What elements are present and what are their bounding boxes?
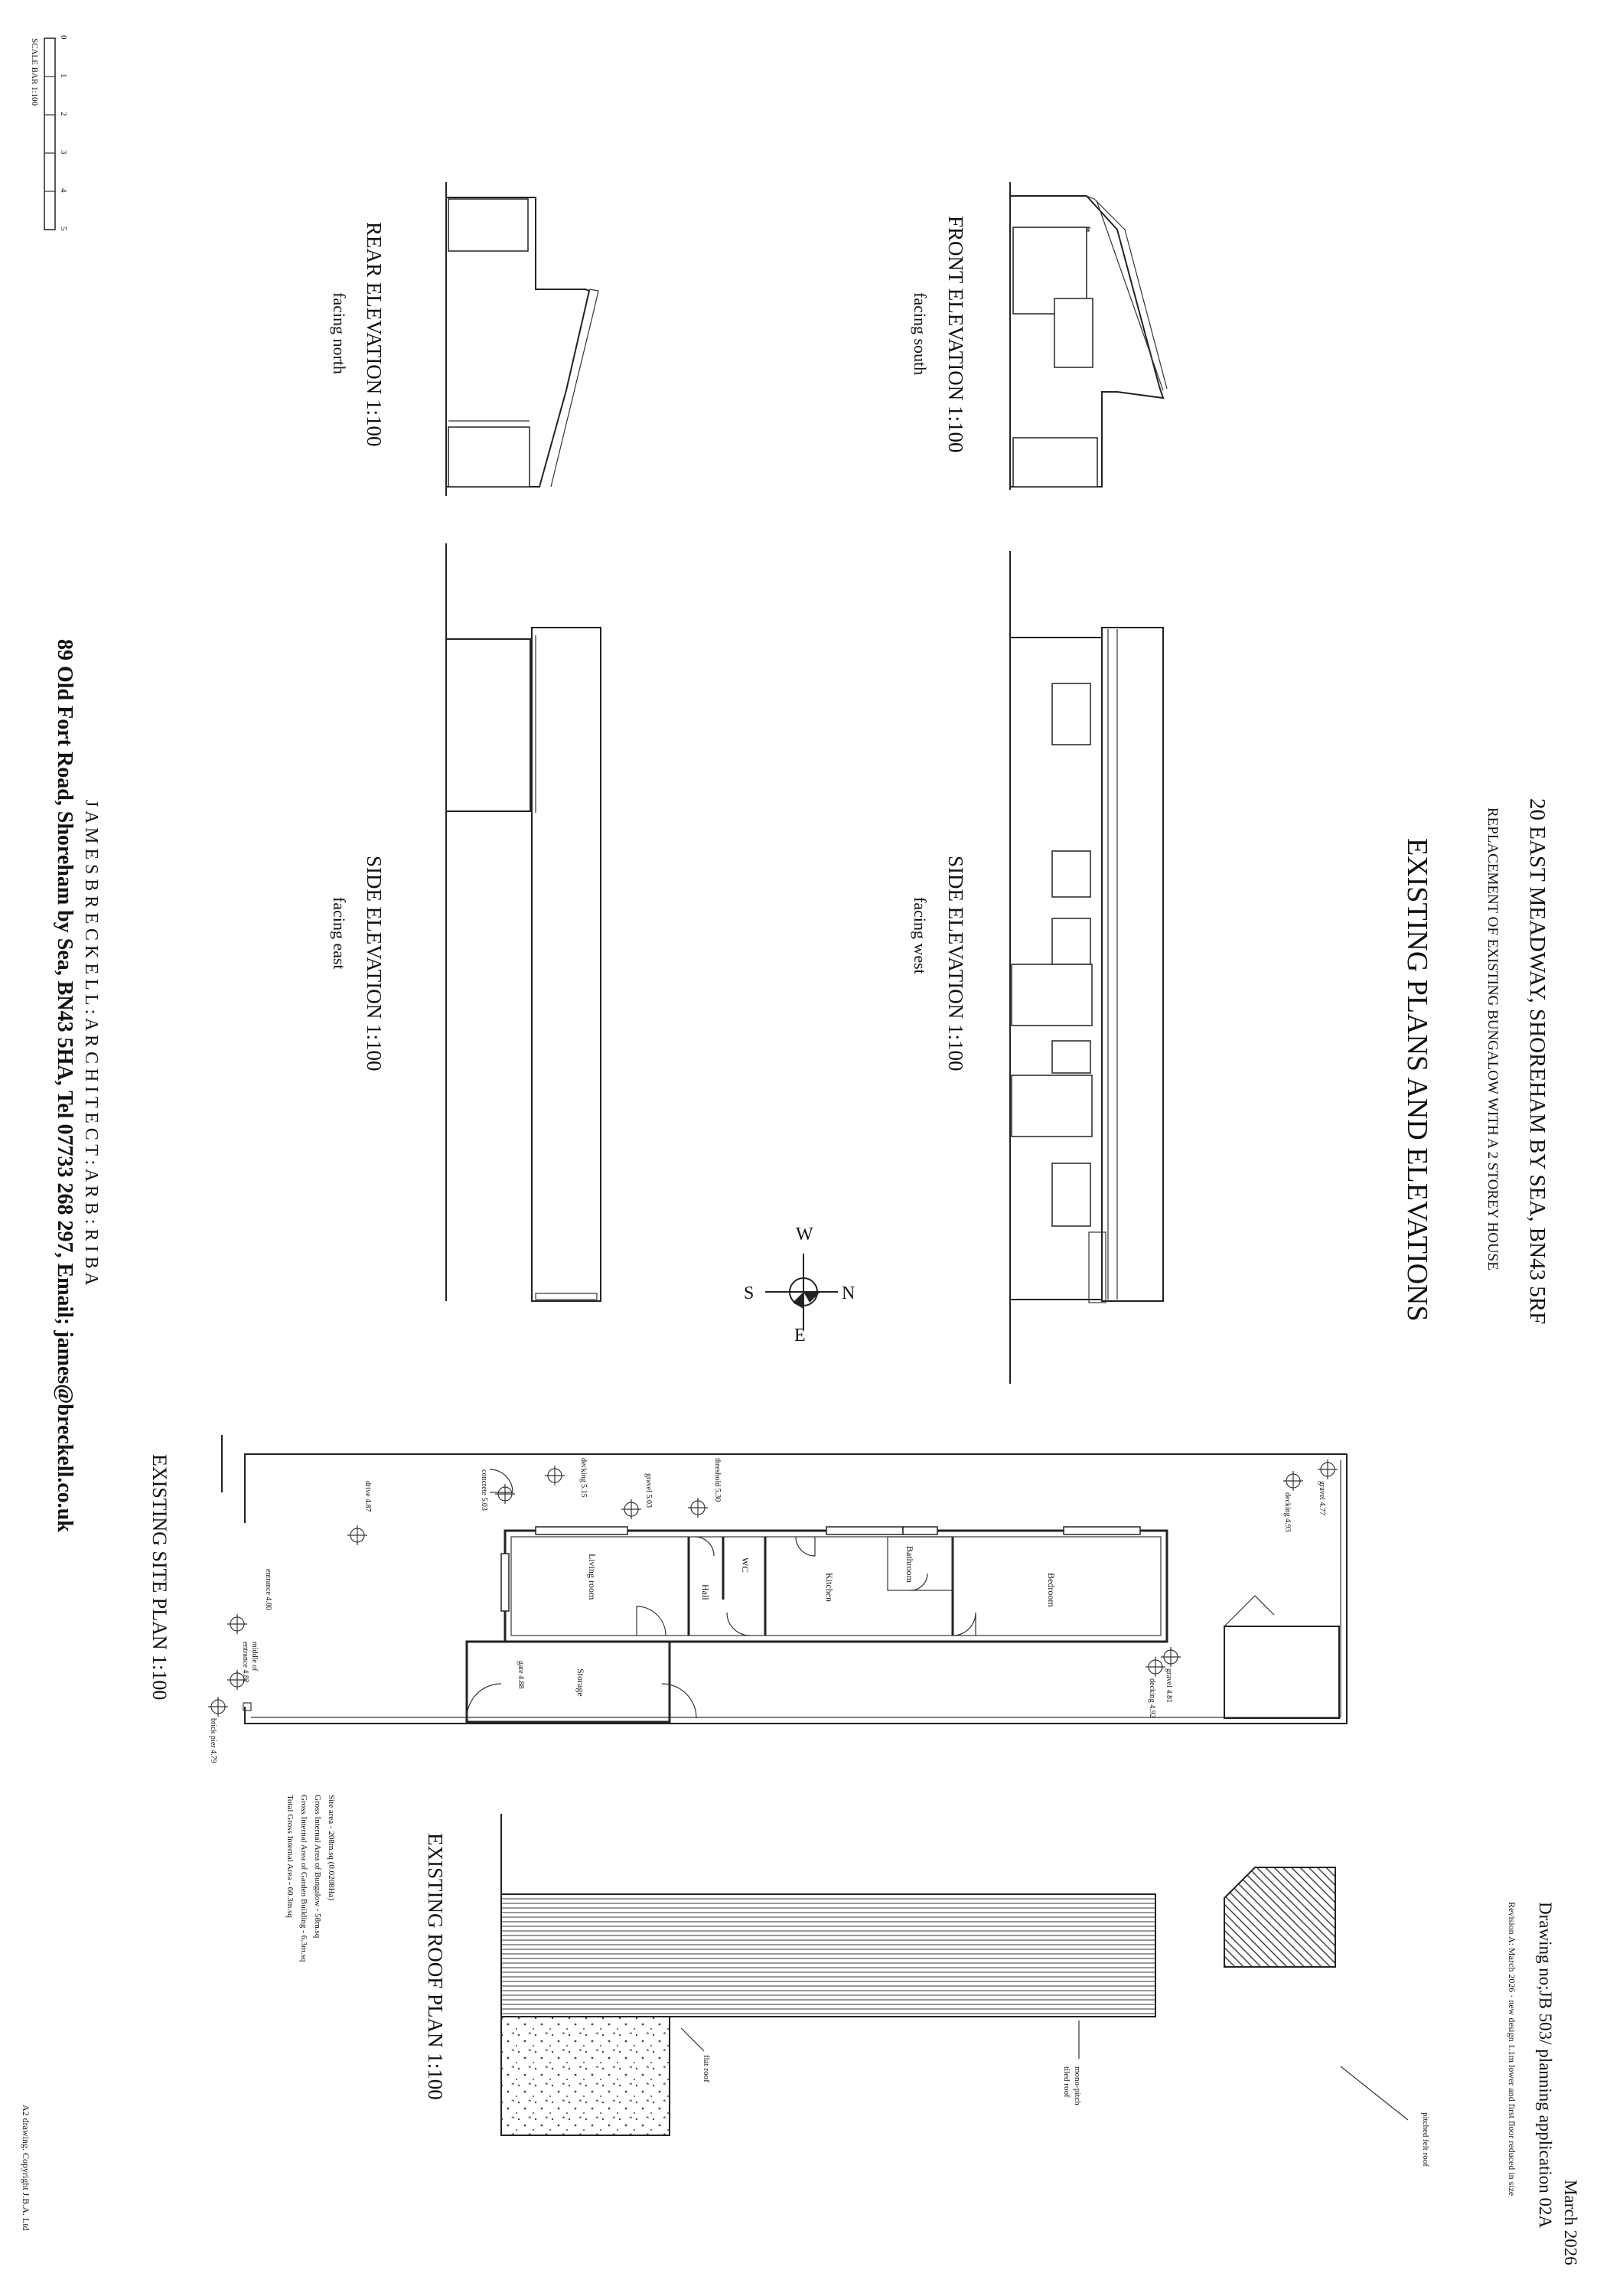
scale-tick-4: 4 <box>59 188 68 193</box>
copyright-note: A2 drawing. Copyright J.B.A. Ltd <box>21 2105 31 2231</box>
rear-elevation-facing: facing north <box>330 292 349 374</box>
level-decking-515: decking 5.15 <box>579 1458 588 1498</box>
revision-note: Revision A: March 2026 · new design 1.1m lower and first floor reduced in size <box>1507 1902 1517 2197</box>
level-gravel-477: gravel 4.77 <box>1318 1481 1326 1515</box>
level-gravel-503: gravel 5.03 <box>644 1473 653 1508</box>
site-plan <box>148 1435 1347 1962</box>
scale-tick-5: 5 <box>59 227 68 231</box>
label-pitched-felt: pitched felt roof <box>1421 2112 1430 2167</box>
scale-tick-1: 1 <box>59 73 68 78</box>
area-total: Total Gross Internal Area - 60.3m.sq <box>285 1795 295 1918</box>
level-threshold: threshold 5.30 <box>713 1458 722 1502</box>
project-address: 20 EAST MEADWAY, SHOREHAM BY SEA, BN43 5RF <box>1525 798 1550 1325</box>
rear-elevation <box>330 182 598 496</box>
drawing-number: Drawing no;JB 503/ planning application 02A <box>1536 1902 1555 2229</box>
architect-name: J A M E S B R E C K E L L : A R C H I T E C T : A R B : R I B A <box>81 800 101 1286</box>
scale-bar <box>30 35 68 231</box>
side-east-elevation-title: SIDE ELEVATION 1:100 <box>363 856 386 1071</box>
header <box>1401 798 1550 1324</box>
level-brick-pier: brick pier 4.79 <box>209 1718 217 1763</box>
compass-e: E <box>794 1326 806 1345</box>
level-middle-entrance-2: entrance 4.82 <box>241 1642 249 1683</box>
front-elevation-facing: facing south <box>911 292 930 376</box>
area-schedule <box>285 1795 336 1962</box>
title-block <box>21 639 1580 2265</box>
side-elevation-east <box>330 543 601 1301</box>
rear-elevation-title: REAR ELEVATION 1:100 <box>363 222 386 447</box>
north-point-icon <box>744 1225 855 1345</box>
drawing-date: March 2026 <box>1561 2180 1580 2265</box>
scale-tick-0: 0 <box>59 35 68 40</box>
level-decking-493: decking 4.93 <box>1283 1492 1292 1532</box>
level-decking-492: decking 4.92 <box>1148 1678 1156 1718</box>
architect-contact: 89 Old Fort Road, Shoreham by Sea, BN43 5HA, Tel 07733 268 297, Email; james@breckell.co.uk <box>53 639 77 1532</box>
label-mono-pitch-1: mono-pitch <box>1073 2066 1082 2105</box>
area-bungalow: Gross Internal Area of Bungalow - 58m.sq <box>313 1795 322 1939</box>
drawing-title: EXISTING PLANS AND ELEVATIONS <box>1401 838 1433 1322</box>
side-west-elevation-facing: facing west <box>911 897 930 974</box>
scale-tick-3: 3 <box>59 150 68 155</box>
room-storage: Storage <box>575 1668 586 1697</box>
level-middle-entrance-1: middle of <box>250 1642 259 1671</box>
area-garden-building: Gross Internal Area of Garden Building - 6.3m.sq <box>299 1795 308 1962</box>
level-gravel-481: gravel 4.81 <box>1165 1668 1173 1703</box>
side-east-elevation-facing: facing east <box>330 897 349 970</box>
front-elevation-title: FRONT ELEVATION 1:100 <box>944 216 967 453</box>
compass-n: N <box>842 1283 855 1303</box>
roof-plan-title: EXISTING ROOF PLAN 1:100 <box>424 1833 447 2100</box>
room-kitchen: Kitchen <box>824 1573 835 1602</box>
compass-w: W <box>796 1225 813 1244</box>
side-west-elevation-title: SIDE ELEVATION 1:100 <box>944 856 967 1071</box>
project-subtitle: REPLACEMENT OF EXISTING BUNGALOW WITH A 2 STOREY HOUSE <box>1484 807 1501 1270</box>
room-hall: Hall <box>700 1584 711 1600</box>
roof-plan <box>424 1814 1430 2167</box>
side-elevation-west <box>911 551 1163 1384</box>
room-bedroom: Bedroom <box>1046 1573 1057 1607</box>
label-flat-roof: flat roof <box>702 2055 711 2082</box>
room-wc: WC <box>740 1557 751 1573</box>
label-mono-pitch-2: tiled roof <box>1062 2066 1071 2098</box>
compass-s: S <box>744 1283 754 1303</box>
level-gate: gate 4.88 <box>517 1661 525 1689</box>
site-plan-title: EXISTING SITE PLAN 1:100 <box>148 1454 171 1701</box>
room-living: Living room <box>587 1554 598 1600</box>
room-bathroom: Bathroom <box>904 1546 915 1583</box>
area-site: Site area - 208m.sq (0.0208Ha) <box>327 1795 336 1901</box>
level-entrance-480: entrance 4.80 <box>264 1569 272 1610</box>
level-concrete: concrete 5.03 <box>480 1469 488 1511</box>
front-elevation <box>911 182 1167 490</box>
level-drive: drive 4.87 <box>363 1481 372 1512</box>
scale-tick-2: 2 <box>59 112 68 116</box>
scale-bar-label: SCALE BAR 1:100 <box>30 38 39 106</box>
